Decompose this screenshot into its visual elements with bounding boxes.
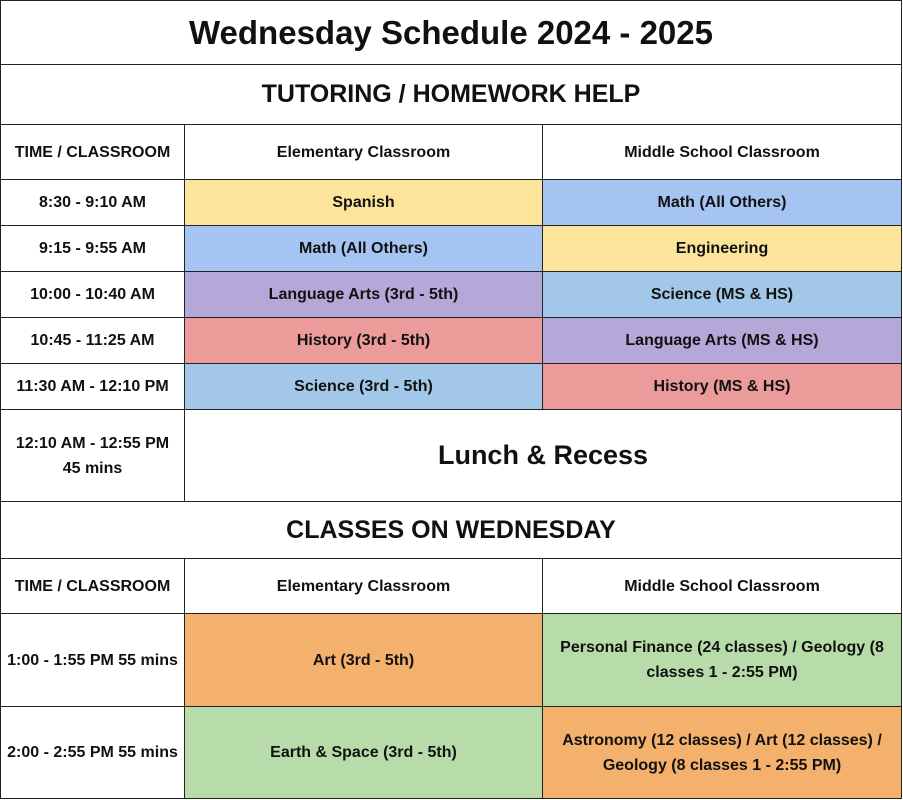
time-cell: 10:45 - 11:25 AM: [1, 318, 185, 364]
elementary-column-header: Elementary Classroom: [185, 559, 543, 614]
middle-column-header: Middle School Classroom: [543, 559, 902, 614]
time-column-header: TIME / CLASSROOM: [1, 125, 185, 180]
elementary-cell: History (3rd - 5th): [185, 318, 543, 364]
tutoring-section-heading: TUTORING / HOMEWORK HELP: [1, 65, 902, 125]
table-row: [1, 318, 902, 364]
time-column-header: TIME / CLASSROOM: [1, 559, 185, 614]
header-row: [1, 125, 902, 180]
lunch-recess-label: Lunch & Recess: [185, 410, 902, 502]
time-cell: 8:30 - 9:10 AM: [1, 180, 185, 226]
schedule-title: Wednesday Schedule 2024 - 2025: [1, 1, 902, 65]
title-row: [1, 1, 902, 65]
section-heading-row: [1, 65, 902, 125]
lunch-row: [1, 410, 902, 502]
time-cell: 10:00 - 10:40 AM: [1, 272, 185, 318]
elementary-cell: Spanish: [185, 180, 543, 226]
time-cell: 2:00 - 2:55 PM 55 mins: [1, 707, 185, 799]
table-row: [1, 180, 902, 226]
elementary-cell: Math (All Others): [185, 226, 543, 272]
middle-column-header: Middle School Classroom: [543, 125, 902, 180]
table-row: [1, 272, 902, 318]
middle-cell: Personal Finance (24 classes) / Geology (8 classes 1 - 2:55 PM): [543, 614, 902, 707]
middle-cell: Astronomy (12 classes) / Art (12 classes) / Geology (8 classes 1 - 2:55 PM): [543, 707, 902, 799]
middle-cell: History (MS & HS): [543, 364, 902, 410]
classes-section-heading: CLASSES ON WEDNESDAY: [1, 502, 902, 559]
elementary-cell: Art (3rd - 5th): [185, 614, 543, 707]
table-row: [1, 707, 902, 799]
elementary-cell: Science (3rd - 5th): [185, 364, 543, 410]
middle-cell: Math (All Others): [543, 180, 902, 226]
table-row: [1, 614, 902, 707]
elementary-cell: Language Arts (3rd - 5th): [185, 272, 543, 318]
lunch-time-cell: 12:10 AM - 12:55 PM 45 mins: [1, 410, 185, 502]
table-row: [1, 364, 902, 410]
elementary-cell: Earth & Space (3rd - 5th): [185, 707, 543, 799]
middle-cell: Language Arts (MS & HS): [543, 318, 902, 364]
time-cell: 11:30 AM - 12:10 PM: [1, 364, 185, 410]
elementary-column-header: Elementary Classroom: [185, 125, 543, 180]
time-cell: 9:15 - 9:55 AM: [1, 226, 185, 272]
header-row: [1, 559, 902, 614]
table-row: [1, 226, 902, 272]
time-cell: 1:00 - 1:55 PM 55 mins: [1, 614, 185, 707]
middle-cell: Science (MS & HS): [543, 272, 902, 318]
middle-cell: Engineering: [543, 226, 902, 272]
section-heading-row: [1, 502, 902, 559]
